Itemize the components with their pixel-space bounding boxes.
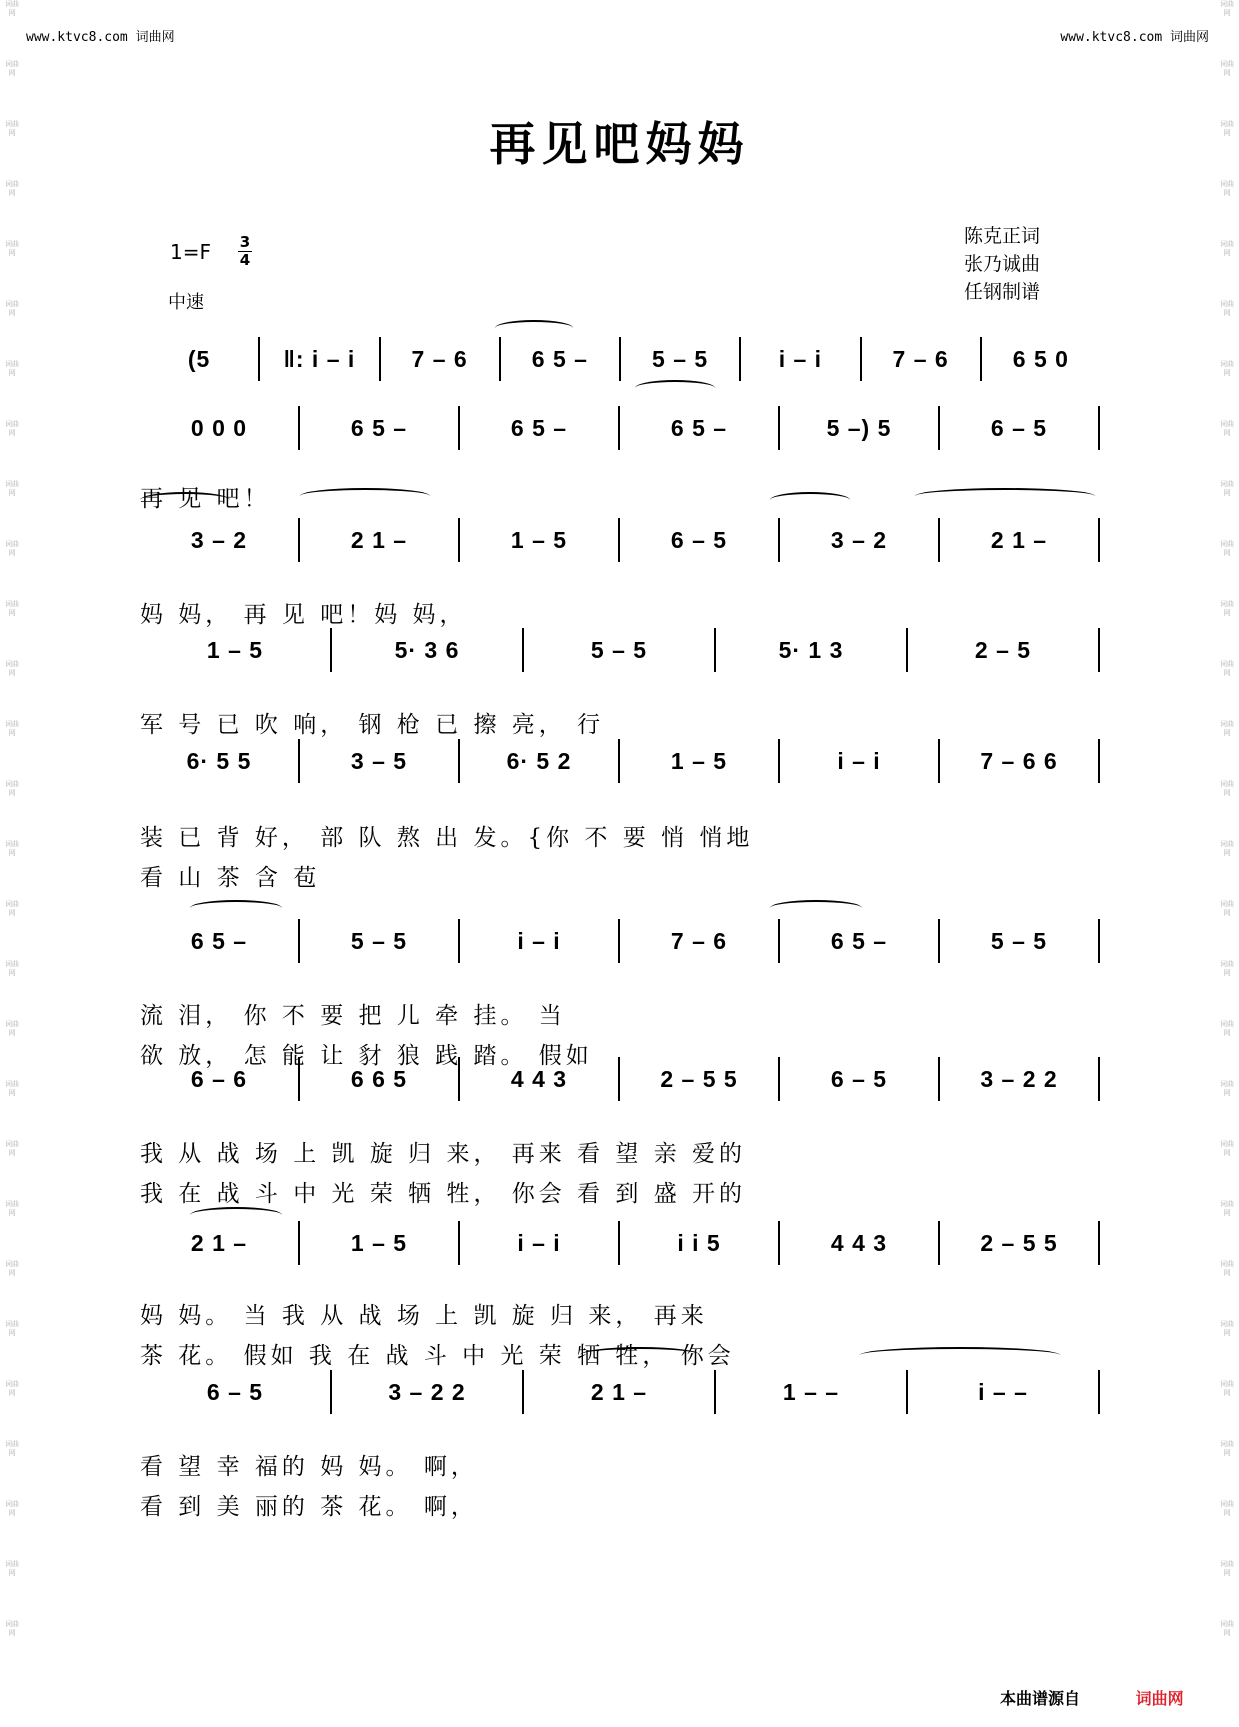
measure: 6 5 – [140,919,300,963]
lyric-line-1: 妈 妈。 当 我 从 战 场 上 凯 旋 归 来， 再来 [140,1303,708,1329]
slur-mark [580,1347,700,1363]
composer-credit: 张乃诚曲 [964,253,1041,275]
staff-row [140,1366,1100,1418]
note-line [140,915,1100,967]
time-signature-bottom: 4 [239,251,251,269]
measure: 5· 3 6 [332,628,524,672]
measure: 6 5 – [501,337,621,381]
left-watermark-strip: 词曲网 词曲网 词曲网 词曲网 词曲网 词曲网 词曲网 词曲网 词曲网 词曲网 词曲网 词曲网 词曲网 词曲网 词曲网 词曲网 词曲网 词曲网 词曲网 词曲网 词曲网 词曲网 词曲网 词曲网 词曲网 词曲网 词曲网 词曲网 [5,0,19,1637]
footer-brand-link[interactable]: 词曲网 [1135,1689,1184,1708]
staff-row [140,333,1100,385]
measure: i – i [460,1221,620,1265]
measure: 6 5 – [780,919,940,963]
note-line [140,514,1100,566]
measure: 6 5 – [300,406,460,450]
header-url-right[interactable]: www.ktvc8.com 词曲网 [1060,30,1209,45]
tempo-marking: 中速 [168,292,204,313]
lyric-line-1: 再 见 吧！ [140,486,271,512]
note-line [140,1053,1100,1105]
measure: 1 – 5 [300,1221,460,1265]
lyric-line-2: 看 到 美 丽的 茶 花。 啊， [140,1494,478,1520]
measure: 2 1 – [524,1370,716,1414]
staff-row [140,624,1100,676]
measure: i – i [741,337,861,381]
measure: 7 – 6 [620,919,780,963]
lyric-line-2: 看 山 茶 含 苞 [140,865,321,891]
measure: 5 – 5 [300,919,460,963]
slur-mark [860,1347,1060,1363]
measure: 1 – 5 [460,518,620,562]
measure: 4 4 3 [460,1057,620,1101]
measure: 6 5 0 [1012,345,1069,372]
note-line [140,402,1100,454]
slur-mark [190,1207,282,1223]
header-url-left[interactable]: www.ktvc8.com 词曲网 [26,30,175,45]
measure: 3 – 5 [300,739,460,783]
staff-row [140,915,1100,967]
measure: 7 – 6 [862,337,982,381]
slur-mark [770,492,850,508]
measure: 7 – 6 6 [940,739,1100,783]
lyric-line-1: 看 望 幸 福的 妈 妈。 啊， [140,1454,478,1480]
note-line [140,1366,1100,1418]
slur-mark [190,900,282,916]
measure: 3 – 2 2 [332,1370,524,1414]
key-signature: 1=F [170,240,211,264]
footer-label: 本曲谱源自 [1000,1689,1081,1708]
slur-mark [770,900,862,916]
note-line [140,624,1100,676]
measure: 4 4 3 [780,1221,940,1265]
measure: 5· 1 3 [716,628,908,672]
measure: 6 5 – [620,406,780,450]
lyric-line-2: 欲 放， 怎 能 让 豺 狼 践 踏。 假如 [140,1043,593,1069]
staff-row [140,1217,1100,1269]
measure: 2 – 5 5 [620,1057,780,1101]
measure: 6 5 – [460,406,620,450]
measure: 2 – 5 [908,628,1100,672]
measure: 5 – 5 [524,628,716,672]
measure: 1 – – [716,1370,908,1414]
staff-row [140,735,1100,787]
measure: 3 – 2 2 [940,1057,1100,1101]
measure: 1 – 5 [620,739,780,783]
measure: 0 0 0 [140,406,300,450]
measure: 6· 5 2 [460,739,620,783]
measure: 6 – 5 [140,1370,332,1414]
measure: ‖: i – i [260,337,380,381]
note-line [140,735,1100,787]
measure: i – i [460,919,620,963]
measure: 6 6 5 [300,1057,460,1101]
measure: 6 – 6 [140,1057,300,1101]
measure: i – – [908,1370,1100,1414]
measure: 2 1 – [940,518,1100,562]
staff-row [140,1053,1100,1105]
measure: 5 – 5 [621,337,741,381]
lyric-line-1: 装 已 背 好， 部 队 熬 出 发。{你 不 要 悄 悄地 [140,825,754,851]
measure: 6 – 5 [620,518,780,562]
slur-mark [915,488,1095,504]
slur-mark [495,320,573,336]
time-signature-top: 3 [239,233,251,251]
measure: (5 [140,337,260,381]
measure: 3 – 2 [140,518,300,562]
staff-row [140,514,1100,566]
lyric-line-1: 流 泪， 你 不 要 把 儿 牵 挂。 当 [140,1003,566,1029]
measure: 2 1 – [140,1221,300,1265]
measure: i i 5 [620,1221,780,1265]
footer-source [1000,1686,1184,1709]
slur-mark [300,488,430,504]
measure: 1 – 5 [140,628,332,672]
measure: i – i [780,739,940,783]
staff-row [140,402,1100,454]
lyric-line-1: 军 号 已 吹 响， 钢 枪 已 擦 亮， 行 [140,712,605,738]
song-title: 再见吧妈妈 [489,117,750,171]
measure: 6· 5 5 [140,739,300,783]
measure: 3 – 2 [780,518,940,562]
lyric-line-2: 茶 花。 假如 我 在 战 斗 中 光 荣 牺 牲， 你会 [140,1343,735,1369]
measure: 2 – 5 5 [940,1221,1100,1265]
transcriber-credit: 任钢制谱 [964,281,1041,303]
slur-mark [140,492,230,508]
lyric-line-1: 我 从 战 场 上 凯 旋 归 来， 再来 看 望 亲 爱的 [140,1141,747,1167]
measure: 7 – 6 [381,337,501,381]
measure: 2 1 – [300,518,460,562]
lyric-line-2: 我 在 战 斗 中 光 荣 牺 牲， 你会 看 到 盛 开的 [140,1181,747,1207]
right-watermark-strip: 词曲网 词曲网 词曲网 词曲网 词曲网 词曲网 词曲网 词曲网 词曲网 词曲网 词曲网 词曲网 词曲网 词曲网 词曲网 词曲网 词曲网 词曲网 词曲网 词曲网 词曲网 词曲网 词曲网 词曲网 词曲网 词曲网 词曲网 词曲网 [1220,0,1234,1637]
lyric-line-1: 妈 妈， 再 见 吧！妈 妈， [140,602,467,628]
note-line [140,333,1100,385]
measure: 5 –) 5 [780,406,940,450]
measure: 5 – 5 [940,919,1100,963]
note-line [140,1217,1100,1269]
measure: 6 – 5 [780,1057,940,1101]
lyricist-credit: 陈克正词 [964,225,1041,247]
measure: 6 – 5 [940,406,1100,450]
slur-mark [635,380,715,396]
